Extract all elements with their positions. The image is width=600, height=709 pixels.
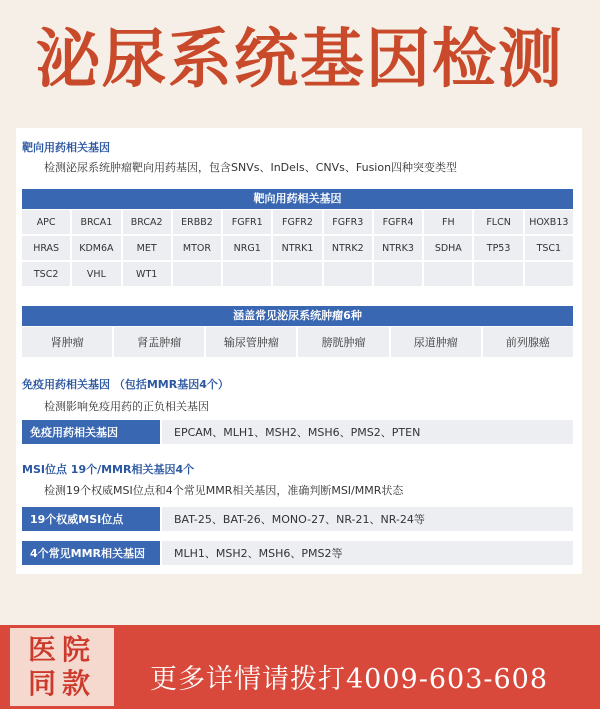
gene-cell: APC bbox=[22, 210, 70, 234]
badge-line-2: 同款 bbox=[27, 667, 96, 700]
gene-cell-empty bbox=[474, 262, 522, 286]
msi-description: 检测19个权威MSI位点和4个常见MMR相关基因，准确判断MSI/MMR状态 bbox=[44, 484, 404, 497]
gene-cell: FH bbox=[424, 210, 472, 234]
gene-cell-empty bbox=[324, 262, 372, 286]
gene-cell: TSC2 bbox=[22, 262, 70, 286]
gene-cell-empty bbox=[374, 262, 422, 286]
msi-heading: MSI位点 19个/MMR相关基因4个 bbox=[22, 463, 195, 476]
immune-gene-value: EPCAM、MLH1、MSH2、MSH6、PMS2、PTEN bbox=[162, 420, 573, 444]
tumor-item: 肾肿瘤 bbox=[22, 327, 112, 357]
gene-cell: SDHA bbox=[424, 236, 472, 260]
gene-cell-empty bbox=[223, 262, 271, 286]
tumor-item: 膀胱肿瘤 bbox=[298, 327, 388, 357]
gene-cell: VHL bbox=[72, 262, 120, 286]
mmr-genes-row bbox=[22, 541, 573, 565]
targeted-table-header: 靶向用药相关基因 bbox=[22, 189, 573, 209]
tumor-list bbox=[22, 327, 573, 357]
gene-cell-empty bbox=[273, 262, 321, 286]
gene-cell: FLCN bbox=[474, 210, 522, 234]
mmr-genes-label: 4个常见MMR相关基因 bbox=[22, 541, 160, 565]
gene-cell: NTRK3 bbox=[374, 236, 422, 260]
tumor-item: 输尿管肿瘤 bbox=[206, 327, 296, 357]
gene-cell: ERBB2 bbox=[173, 210, 221, 234]
gene-cell-empty bbox=[173, 262, 221, 286]
tumor-item: 前列腺癌 bbox=[483, 327, 573, 357]
gene-cell: TSC1 bbox=[525, 236, 573, 260]
gene-cell: BRCA2 bbox=[123, 210, 171, 234]
immune-heading: 免疫用药相关基因 （包括MMR基因4个） bbox=[22, 378, 229, 391]
gene-cell: KDM6A bbox=[72, 236, 120, 260]
page-title: 泌尿系统基因检测 bbox=[36, 23, 564, 97]
immune-gene-row bbox=[22, 420, 573, 444]
mmr-genes-value: MLH1、MSH2、MSH6、PMS2等 bbox=[162, 541, 573, 565]
gene-cell: MTOR bbox=[173, 236, 221, 260]
gene-cell: FGFR1 bbox=[223, 210, 271, 234]
msi-sites-label: 19个权威MSI位点 bbox=[22, 507, 160, 531]
gene-cell: WT1 bbox=[123, 262, 171, 286]
targeted-description: 检测泌尿系统肿瘤靶向用药基因，包含SNVs、InDels、CNVs、Fusion四种突变类型 bbox=[44, 161, 458, 174]
gene-cell: FGFR4 bbox=[374, 210, 422, 234]
msi-sites-value: BAT-25、BAT-26、MONO-27、NR-21、NR-24等 bbox=[162, 507, 573, 531]
gene-cell: NTRK1 bbox=[273, 236, 321, 260]
gene-cell: BRCA1 bbox=[72, 210, 120, 234]
tumor-item: 尿道肿瘤 bbox=[391, 327, 481, 357]
gene-cell: HOXB13 bbox=[525, 210, 573, 234]
badge-line-1: 医院 bbox=[27, 633, 96, 666]
gene-cell-empty bbox=[424, 262, 472, 286]
tumors-header: 涵盖常见泌尿系统肿瘤6种 bbox=[22, 306, 573, 326]
gene-cell: HRAS bbox=[22, 236, 70, 260]
gene-cell: NTRK2 bbox=[324, 236, 372, 260]
immune-gene-label: 免疫用药相关基因 bbox=[22, 420, 160, 444]
phone-contact[interactable]: 更多详情请拨打4009-603-608 bbox=[150, 664, 549, 695]
gene-cell: MET bbox=[123, 236, 171, 260]
gene-cell: TP53 bbox=[474, 236, 522, 260]
immune-description: 检测影响免疫用药的正负相关基因 bbox=[44, 400, 209, 413]
targeted-gene-grid bbox=[22, 210, 573, 286]
gene-cell: NRG1 bbox=[223, 236, 271, 260]
gene-cell: FGFR2 bbox=[273, 210, 321, 234]
gene-cell-empty bbox=[525, 262, 573, 286]
hospital-same-badge bbox=[10, 628, 114, 706]
tumor-item: 肾盂肿瘤 bbox=[114, 327, 204, 357]
targeted-heading: 靶向用药相关基因 bbox=[22, 141, 110, 154]
gene-cell: FGFR3 bbox=[324, 210, 372, 234]
msi-sites-row bbox=[22, 507, 573, 531]
